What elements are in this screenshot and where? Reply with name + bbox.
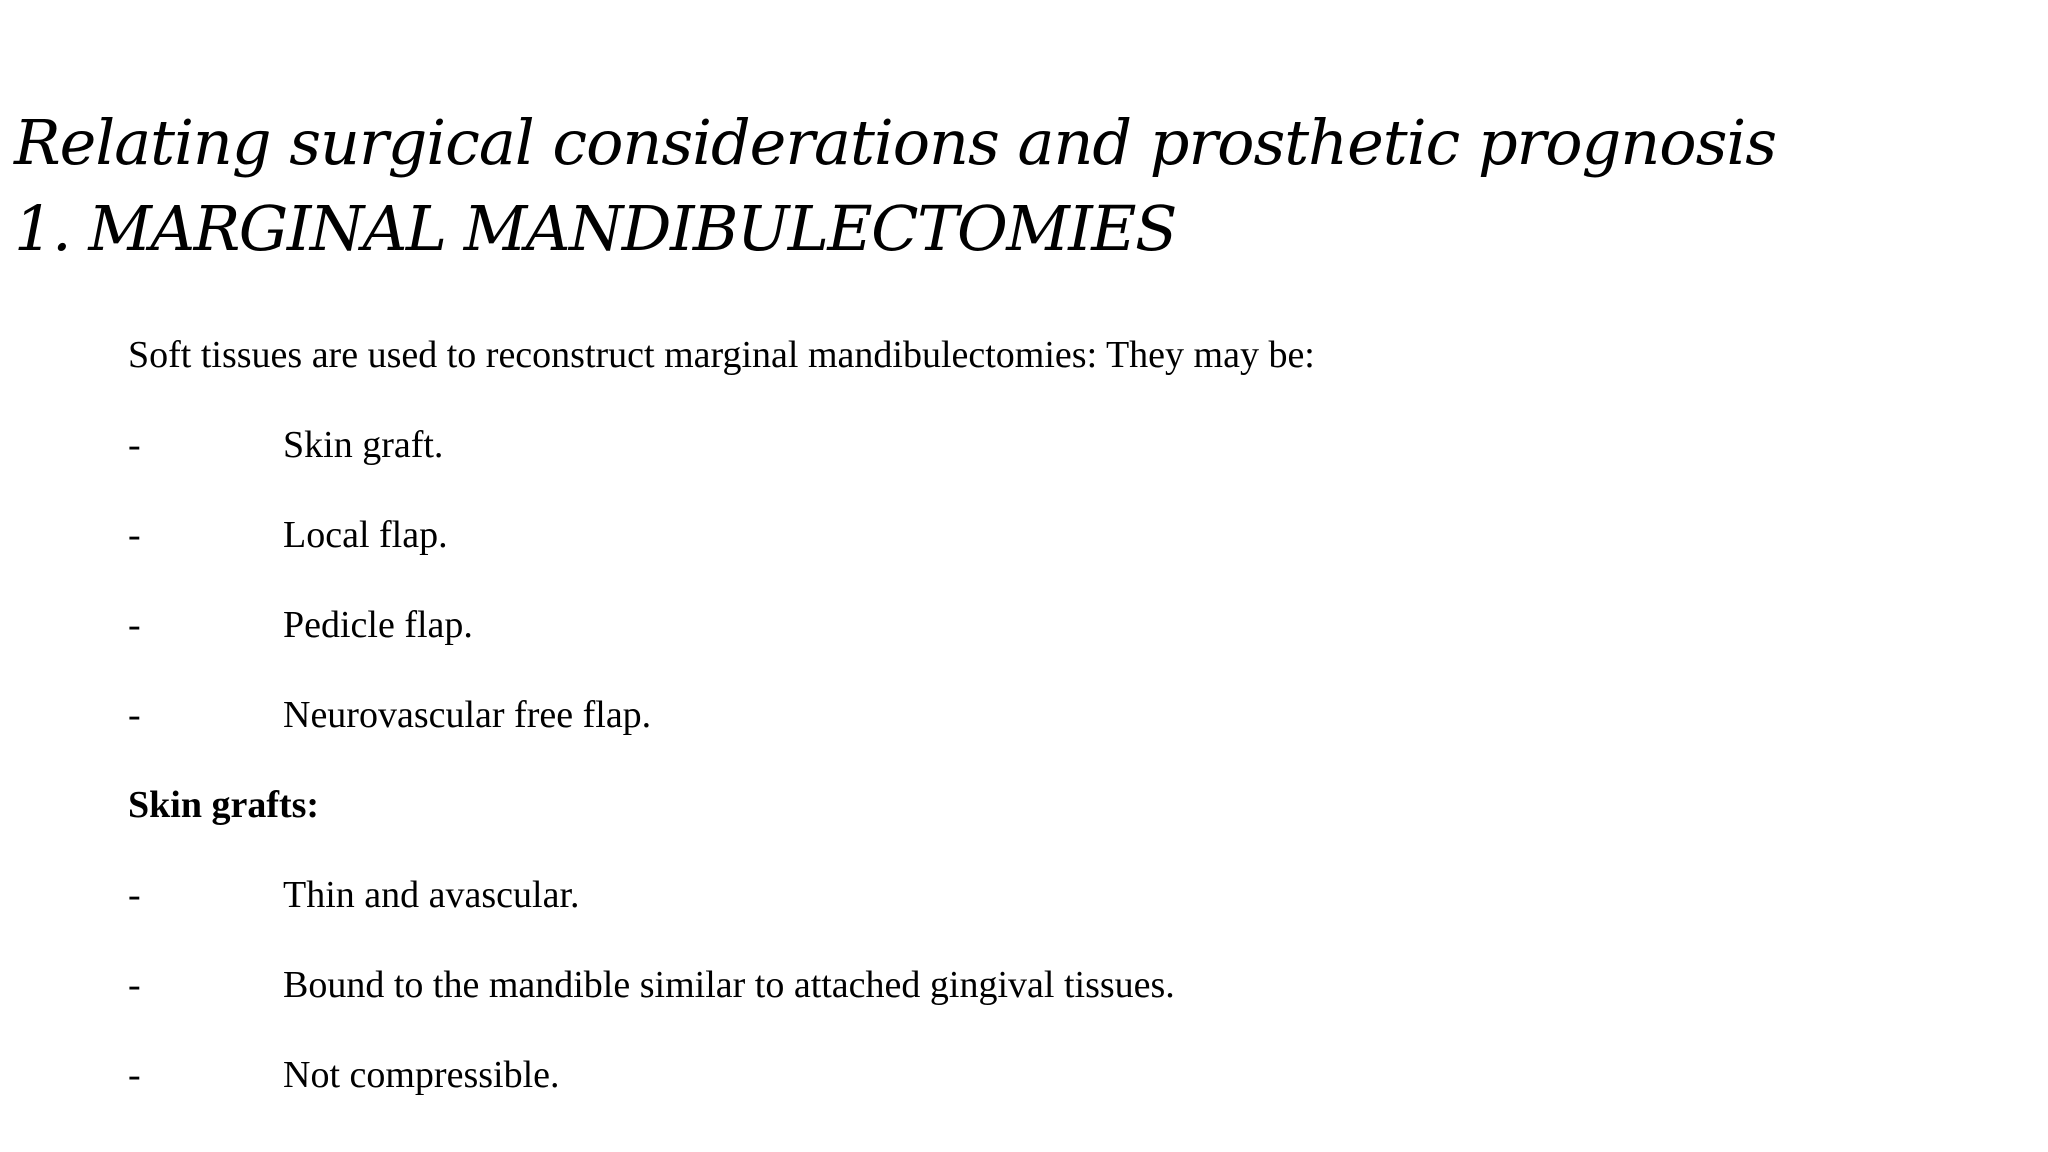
list-item-text: Skin graft. (283, 424, 444, 466)
list-item-text: Neurovascular free flap. (283, 694, 652, 736)
list-item (128, 690, 1928, 780)
list-item-text: Bound to the mandible similar to attached gingival tissues. (283, 964, 1175, 1006)
bullet-dash: - (128, 1054, 141, 1096)
bullet-dash: - (128, 424, 141, 466)
bullet-dash: - (128, 964, 141, 1006)
bullet-dash: - (128, 874, 141, 916)
list-item (128, 960, 1928, 1050)
bullet-dash: - (128, 694, 141, 736)
bullet-dash: - (128, 514, 141, 556)
list-item (128, 510, 1928, 600)
list-item-text: Thin and avascular. (283, 874, 580, 916)
slide-body (128, 330, 1928, 1140)
title-line-2: 1. MARGINAL MANDIBULECTOMIES (14, 192, 1177, 265)
list-item-text: Not compressible. (283, 1054, 560, 1096)
list-item (128, 870, 1928, 960)
slide-title (14, 100, 1914, 272)
title-line-1: Relating surgical considerations and prosthetic prognosis (14, 106, 1777, 179)
intro-text: Soft tissues are used to reconstruct marginal mandibulectomies: They may be: (128, 334, 1315, 376)
list-item-text: Pedicle flap. (283, 604, 473, 646)
list-item (128, 420, 1928, 510)
list-item (128, 1050, 1928, 1140)
list-item (128, 600, 1928, 690)
bullet-dash: - (128, 604, 141, 646)
section-heading-skin-grafts: Skin grafts: (128, 784, 320, 826)
list-item-text: Local flap. (283, 514, 448, 556)
